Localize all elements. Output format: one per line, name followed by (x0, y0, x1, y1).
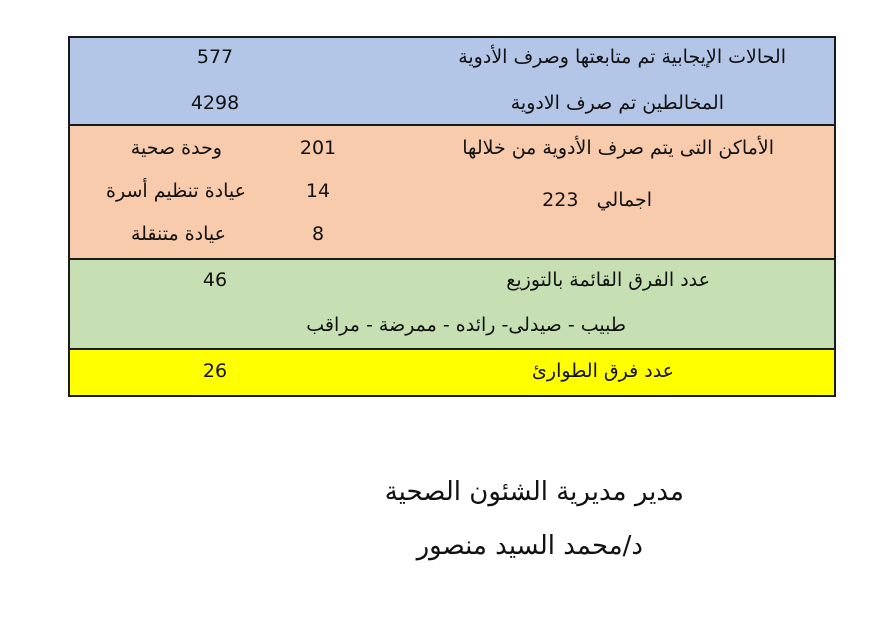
teams-value: 46 (202, 269, 228, 291)
family-planning-count: 14 (305, 180, 331, 202)
teams-label: عدد الفرق القائمة بالتوزيع (506, 269, 710, 291)
positive-cases-section (70, 36, 834, 124)
dispensing-places-section (70, 124, 834, 258)
health-unit-name: وحدة صحية (130, 137, 222, 159)
distribution-teams-section (70, 258, 834, 348)
positive-cases-value: 577 (196, 46, 234, 68)
mobile-clinic-name: عيادة متنقلة (130, 223, 226, 245)
mobile-clinic-count: 8 (311, 223, 325, 245)
total-text: اجمالي (596, 189, 652, 211)
emergency-label: عدد فرق الطوارئ (532, 360, 674, 382)
total-value: 223 (542, 189, 579, 211)
statistics-table (68, 36, 836, 397)
family-planning-name: عيادة تنظيم أسرة (106, 180, 246, 202)
contacts-label: المخالطين تم صرف الادوية (510, 92, 724, 114)
emergency-value: 26 (202, 360, 228, 382)
team-members: طبيب - صيدلى- رائده - ممرضة - مراقب (306, 314, 626, 336)
contacts-value: 4298 (190, 92, 240, 114)
positive-cases-label: الحالات الإيجابية تم متابعتها وصرف الأدوية (458, 46, 786, 68)
signature-title: مدير مديرية الشئون الصحية (384, 477, 684, 507)
emergency-teams-section (70, 348, 834, 395)
places-label: الأماكن التى يتم صرف الأدوية من خلالها (462, 137, 774, 159)
signature-name: د/محمد السيد منصور (416, 531, 643, 561)
health-unit-count: 201 (299, 137, 337, 159)
total-label (542, 188, 652, 212)
